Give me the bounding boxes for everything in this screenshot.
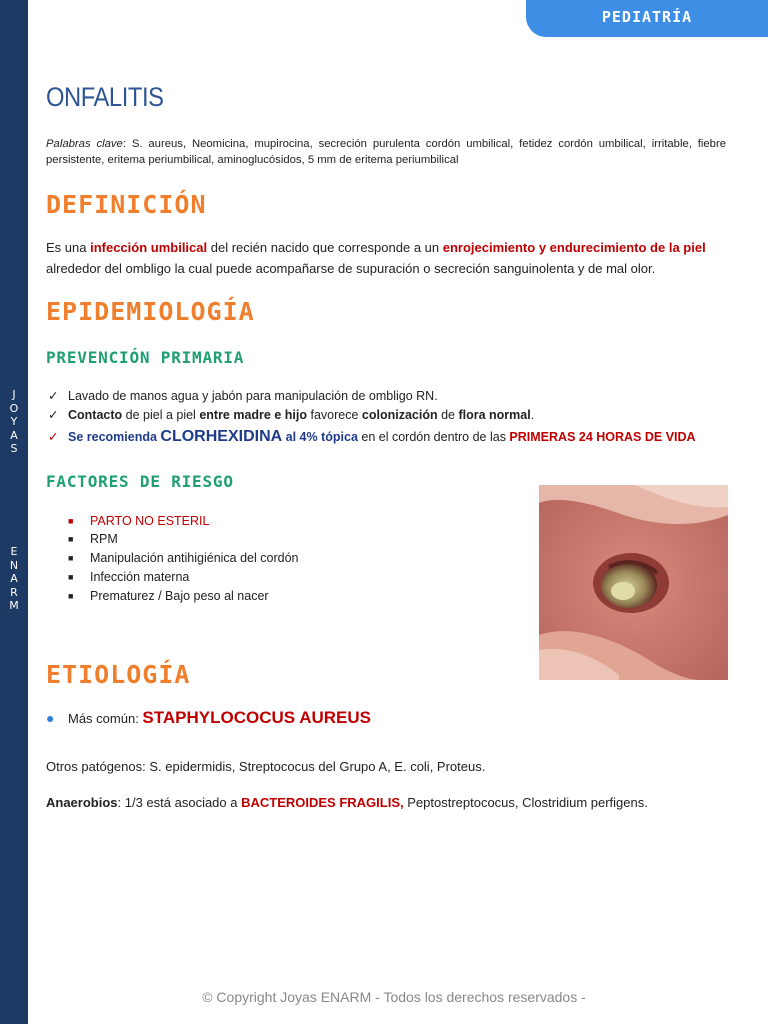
highlight: STAPHYLOCOCUS AUREUS — [142, 708, 371, 727]
text-run: colonización — [361, 408, 438, 422]
list-item-text: RPM — [90, 532, 118, 546]
sidebar-letter: O — [9, 401, 19, 415]
text-run: de piel a piel — [122, 408, 200, 422]
footer-copyright: © Copyright Joyas ENARM - Todos los derechos reservados - — [202, 989, 586, 1005]
text-run: . — [530, 408, 535, 422]
page-title: ONFALITIS — [46, 82, 164, 112]
anaerobios-text — [46, 792, 736, 813]
list-item-text: Infección materna — [90, 570, 190, 584]
list-item — [68, 587, 269, 605]
sidebar-letter: J — [12, 388, 16, 401]
text-run: : 1/3 está asociado a — [117, 795, 242, 810]
check-icon: ✓ — [48, 430, 59, 444]
keywords-text: : S. aureus, Neomicina, mupirocina, secreción purulenta cordón umbilical, fetidez cordón umbilical, irritable, fiebre persistente, eritema periumbilical, aminoglucósidos, 5 mm de eritema periumbilical — [46, 138, 727, 166]
square-bullet-icon: ■ — [68, 534, 74, 544]
text-run: flora normal — [458, 408, 531, 422]
text-run: del recién nacido que corresponde a un — [207, 240, 443, 255]
list-item — [48, 428, 696, 446]
umbilical-photo-illustration — [539, 485, 728, 680]
otros-patogenos: Otros patógenos: S. epidermidis, Streptococus del Grupo A, E. coli, Proteus. — [46, 759, 486, 774]
list-item — [46, 708, 371, 728]
definicion-text — [46, 237, 736, 279]
highlight: PRIMERAS 24 HORAS DE VIDA — [509, 430, 696, 444]
sidebar-letter: M — [9, 599, 19, 612]
heading-etiologia: ETIOLOGÍA — [46, 660, 191, 689]
sidebar-letter: Y — [10, 415, 18, 428]
sidebar-letter: N — [9, 558, 19, 572]
sidebar-letter: A — [10, 428, 18, 442]
text-run: entre madre e hijo — [199, 408, 307, 422]
list-item-text: Más común: — [68, 711, 143, 726]
text-run: Se recomienda — [68, 430, 161, 444]
check-icon: ✓ — [48, 408, 59, 422]
square-bullet-icon: ■ — [68, 591, 74, 601]
text-run: favorece — [307, 408, 362, 422]
sidebar-letter: E — [10, 545, 18, 558]
text-run: en el cordón dentro de las — [357, 430, 510, 444]
list-item — [68, 512, 209, 530]
list-item — [68, 530, 118, 548]
text-run: Contacto — [68, 408, 123, 422]
subheading-factores: FACTORES DE RIESGO — [46, 472, 234, 491]
highlight: BACTEROIDES FRAGILIS, — [241, 795, 404, 810]
bullet-dot-icon: ● — [46, 710, 55, 726]
text-run: alrededor del ombligo la cual puede acompañarse de supuración o secreción sanguinolenta y de mal olor. — [46, 261, 656, 276]
highlight: enrojecimiento y endurecimiento de la piel — [442, 240, 706, 255]
section-tab: PEDIATRÍA — [526, 0, 768, 37]
square-bullet-icon: ■ — [68, 553, 74, 563]
text-run: al 4% tópica — [282, 430, 358, 444]
list-item-text: Prematurez / Bajo peso al nacer — [90, 589, 269, 603]
sidebar-letter: S — [10, 442, 18, 455]
sidebar-word-joyas — [0, 388, 28, 456]
list-item-text: Lavado de manos agua y jabón para manipulación de ombligo RN. — [68, 389, 438, 403]
sidebar — [0, 0, 28, 1024]
list-item-text: PARTO NO ESTERIL — [90, 514, 210, 528]
square-bullet-icon: ■ — [68, 516, 74, 526]
list-item — [48, 387, 438, 405]
keywords — [46, 136, 726, 168]
list-item-text: Manipulación antihigiénica del cordón — [90, 551, 299, 565]
square-bullet-icon: ■ — [68, 572, 74, 582]
umbilical-photo — [539, 485, 728, 680]
highlight: CLORHEXIDINA — [160, 428, 283, 445]
sidebar-letter: A — [10, 572, 18, 585]
sidebar-letter: R — [10, 585, 18, 599]
heading-definicion: DEFINICIÓN — [46, 190, 207, 219]
list-item — [68, 568, 189, 586]
list-item — [68, 549, 298, 567]
heading-epidemiologia: EPIDEMIOLOGÍA — [46, 297, 255, 326]
text-run: Es una — [46, 240, 91, 255]
highlight: infección umbilical — [90, 240, 208, 255]
check-icon: ✓ — [48, 389, 59, 403]
keywords-label: Palabras clave — [46, 138, 123, 150]
text-run: Anaerobios — [46, 795, 118, 810]
subheading-prevencion: PREVENCIÓN PRIMARIA — [46, 348, 245, 367]
list-item — [48, 406, 534, 424]
text-run: Peptostreptococus, Clostridium perfigens. — [403, 795, 648, 810]
sidebar-word-enarm — [0, 545, 28, 613]
text-run: de — [437, 408, 459, 422]
